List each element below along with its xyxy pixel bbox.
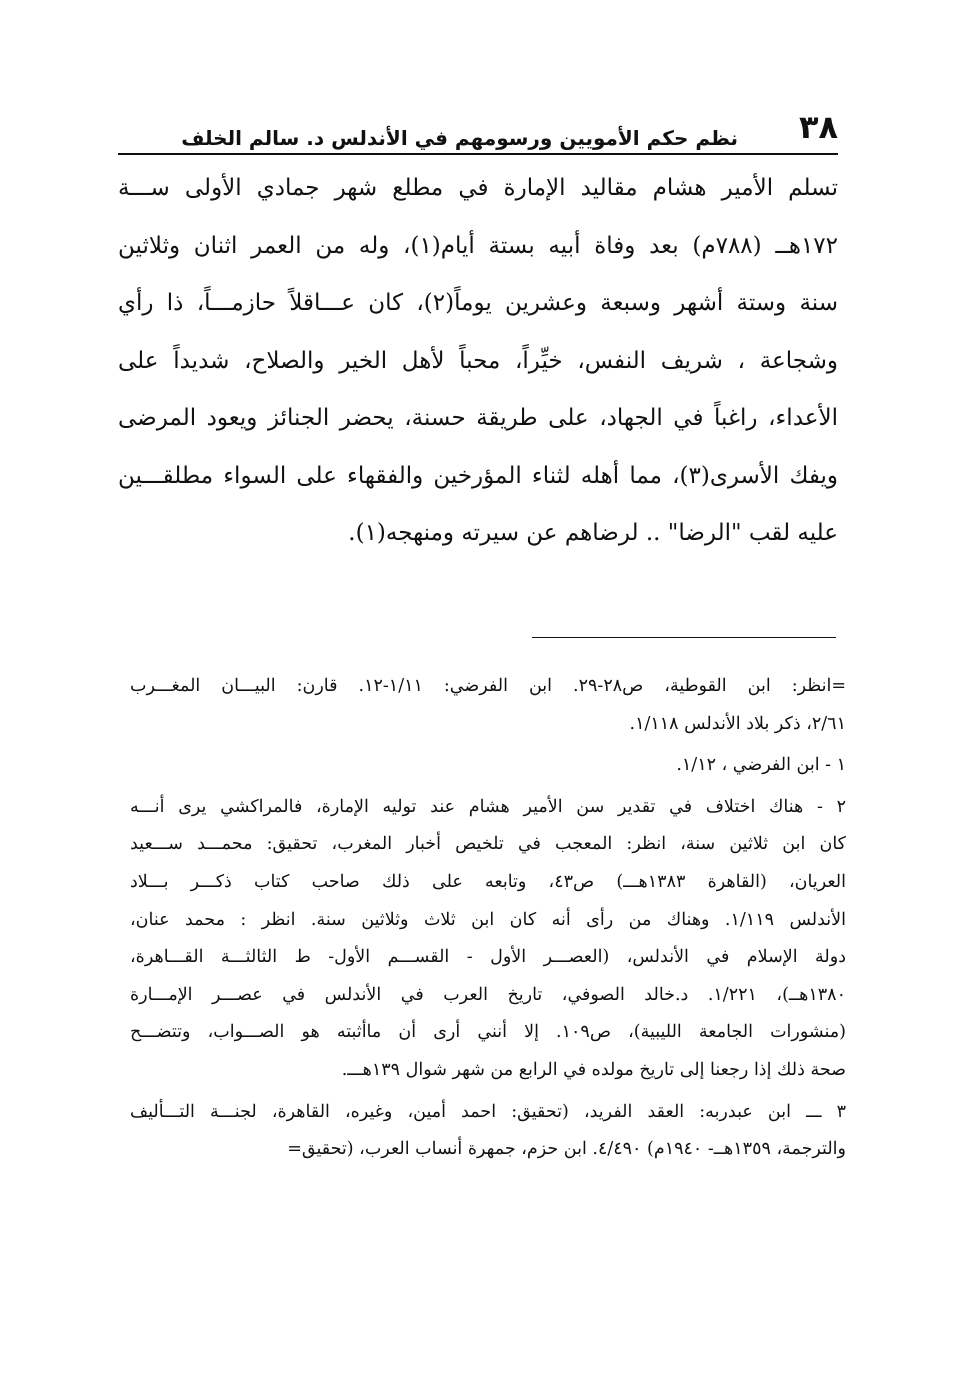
footnote-line: (منشورات الجامعة الليبية)، ص١٠٩. إلا أنني أرى أن ماأثبته هو الصـــواب، وتتضـــح	[130, 1022, 846, 1043]
footnote-line: ٣ ـــ ابن عبدربه: العقد الفريد، (تحقيق: احمد أمين، وغيره، القاهرة، لجنـــة التـــأليف	[130, 1101, 846, 1122]
page-number: ٣٨	[798, 108, 838, 146]
main-text	[118, 160, 838, 563]
text-line: عليه لقب "الرضا" .. لرضاهم عن سيرته ومنهجه(١).	[348, 520, 838, 546]
text-line: الأعداء، راغباً في الجهاد، على طريقة حسنة، يحضر الجنائز ويعود المرضى	[118, 405, 838, 431]
footnote-line: العريان، (القاهرة ١٣٨٣هـــ) ص٤٣، وتابعه على ذلك صاحب كتاب ذكـــر بـــلاد	[130, 871, 846, 892]
footnote-continued	[130, 668, 846, 743]
footnote-line: الأندلس ١/١١٩. وهناك من رأى أنه كان ابن ثلاث وثلاثين سنة. انظر : محمد عنان،	[130, 909, 846, 930]
footnote-separator	[532, 637, 836, 638]
text-line: وشجاعة ، شريف النفس، خيِّراً، محباً لأهل الخير والصلاح، شديداً على	[118, 347, 838, 374]
footnote-line: دولة الإسلام في الأندلس، (العصـــر الأول - القســـم الأول- ط الثالثـــة القـــاهرة،	[130, 947, 846, 968]
header-rule	[118, 153, 838, 155]
text-line: تسلم الأمير هشام مقاليد الإمارة في مطلع شهر جمادي الأولى ســـة	[118, 175, 838, 201]
footnote-line: ٢/٦١، ذكر بلاد الأندلس ١/١١٨.	[629, 713, 846, 734]
text-line: ١٧٢هــ (٧٨٨م) بعد وفاة أبيه بستة أيام(١)، وله من العمر اثنان وثلاثين	[118, 232, 839, 259]
footnote-2	[130, 789, 846, 1090]
running-title: نظم حكم الأمويين ورسومهم في الأندلس د. سالم الخلف	[181, 126, 738, 150]
footnote-line: ٢ - هناك اختلاف في تقدير سن الأمير هشام عند توليه الإمارة، فالمراكشي يرى أنـــه	[130, 796, 846, 817]
footnote-line: ١ - ابن الفرضي ، ١/١٢.	[676, 755, 846, 776]
footnotes	[130, 668, 846, 1169]
footnote-1	[130, 747, 846, 785]
page-header	[118, 108, 838, 156]
footnote-line: ١٣٨٠هــ)، ١/٢٢١. د.خالد الصوفي، تاريخ العرب في الأندلس في عصـــر الإمـــارة	[130, 984, 846, 1005]
text-line: ويفك الأسرى(٣)، مما أهله لثناء المؤرخين والفقهاء على السواء مطلقـــين	[118, 462, 838, 489]
footnote-line: والترجمة، ١٣٥٩هــ- ١٩٤٠م) ٤/٤٩٠. ابن حزم، جمهرة أنساب العرب، (تحقيق=	[287, 1139, 846, 1160]
footnote-line: =انظر: ابن القوطية، ص٢٨-٢٩. ابن الفرضي: ١/١١-١٢. قارن: البيـــان المغـــرب	[130, 676, 846, 696]
text-line: سنة وستة أشهر وسبعة وعشرين يوماً(٢)، كان عـــاقلاً حازمـــاً، ذا رأي	[118, 290, 838, 316]
footnote-3	[130, 1094, 846, 1169]
footnote-line: صحة ذلك إذا رجعنا إلى تاريخ مولده في الرابع من شهر شوال ١٣٩هـــ.	[341, 1059, 846, 1080]
footnote-line: كان ابن ثلاثين سنة، انظر: المعجب في تلخيص أخبار المغرب، تحقيق: محمـــد ســـعيد	[130, 834, 846, 855]
